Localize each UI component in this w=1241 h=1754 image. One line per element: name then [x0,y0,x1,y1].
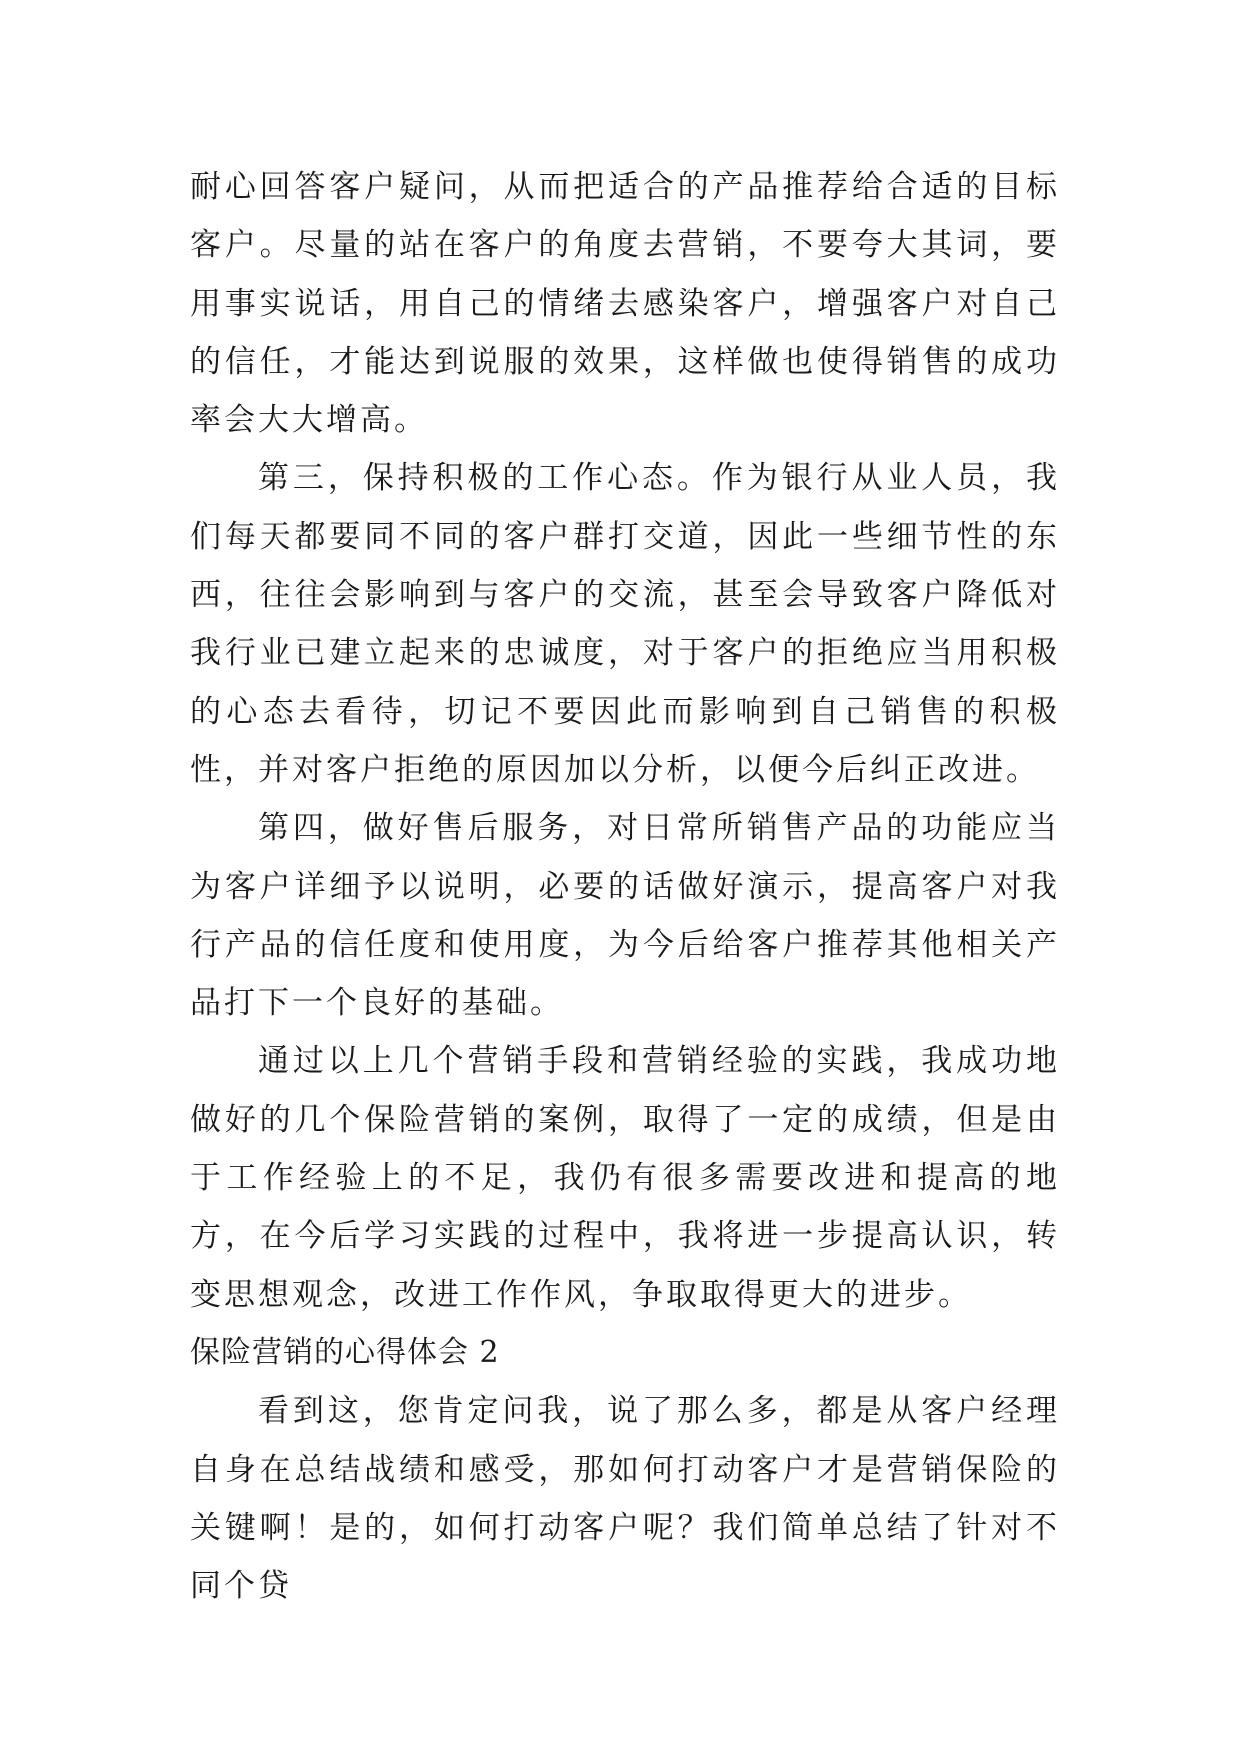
document-body [190,158,1060,1615]
paragraph-conclusion: 通过以上几个营销手段和营销经验的实践，我成功地做好的几个保险营销的案例，取得了一定的成绩，但是由于工作经验上的不足，我仍有很多需要改进和提高的地方，在今后学习实践的过程中，我将进一步提高认识，转变思想观念，改进工作作风，争取取得更大的进步。 [190,1043,1060,1313]
paragraph-third-point: 第三，保持积极的工作心态。作为银行从业人员，我们每天都要同不同的客户群打交道，因此一些细节性的东西，往往会影响到与客户的交流，甚至会导致客户降低对我行业已建立起来的忠诚度，对于客户的拒绝应当用积极的心态去看待，切记不要因此而影响到自己销售的积极性，并对客户拒绝的原因加以分析，以便今后纠正改进。 [190,460,1060,788]
paragraph-fourth-point: 第四，做好售后服务，对日常所销售产品的功能应当为客户详细予以说明，必要的话做好演示，提高客户对我行产品的信任度和使用度，为今后给客户推荐其他相关产品打下一个良好的基础。 [190,810,1060,1022]
section-heading: 保险营销的心得体会 2 [190,1334,500,1370]
paragraph-section-2-intro: 看到这，您肯定问我，说了那么多，都是从客户经理自身在总结战绩和感受，那如何打动客户才是营销保险的关键啊！是的，如何打动客户呢？我们简单总结了针对不同个贷 [190,1393,1060,1605]
paragraph-continuation: 耐心回答客户疑问，从而把适合的产品推荐给合适的目标客户。尽量的站在客户的角度去营销，不要夸大其词，要用事实说话，用自己的情绪去感染客户，增强客户对自己的信任，才能达到说服的效果，这样做也使得销售的成功率会大大增高。 [190,169,1060,439]
